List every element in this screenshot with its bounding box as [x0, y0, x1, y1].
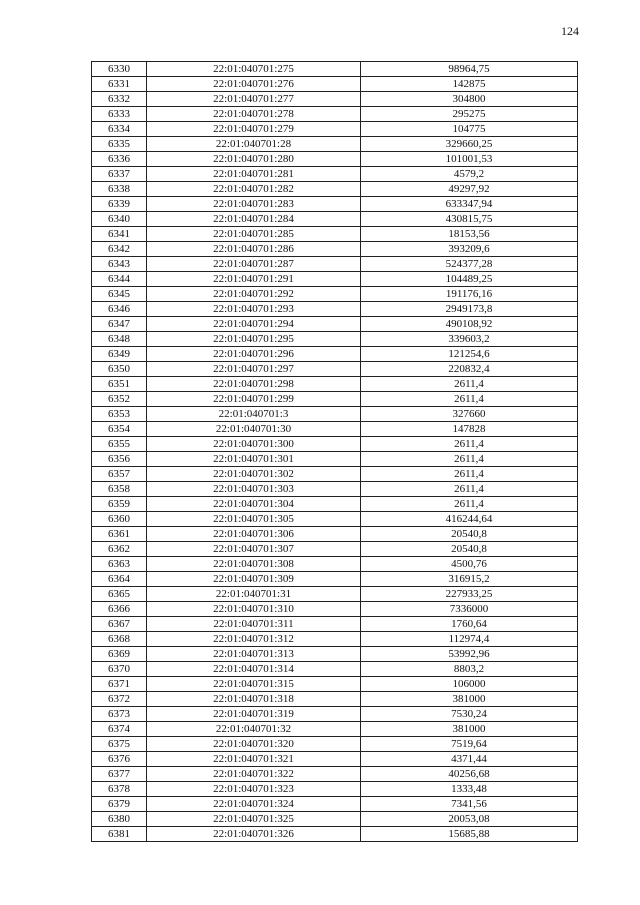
cadastral-number-cell: 22:01:040701:28 [147, 137, 361, 152]
table-row [92, 212, 578, 227]
table-row [92, 557, 578, 572]
row-number-cell: 6337 [92, 167, 147, 182]
row-number-cell: 6361 [92, 527, 147, 542]
row-number-cell: 6352 [92, 392, 147, 407]
table-row [92, 92, 578, 107]
table-row [92, 272, 578, 287]
table-row [92, 752, 578, 767]
cadastral-number-cell: 22:01:040701:286 [147, 242, 361, 257]
row-number-cell: 6339 [92, 197, 147, 212]
value-cell: 2611,4 [361, 497, 578, 512]
table-row [92, 467, 578, 482]
table-row [92, 662, 578, 677]
table-row [92, 737, 578, 752]
cadastral-number-cell: 22:01:040701:30 [147, 422, 361, 437]
page-number: 124 [561, 24, 579, 38]
row-number-cell: 6373 [92, 707, 147, 722]
table-row [92, 617, 578, 632]
row-number-cell: 6350 [92, 362, 147, 377]
row-number-cell: 6340 [92, 212, 147, 227]
table-row [92, 677, 578, 692]
value-cell: 430815,75 [361, 212, 578, 227]
value-cell: 104489,25 [361, 272, 578, 287]
cadastral-number-cell: 22:01:040701:282 [147, 182, 361, 197]
cadastral-number-cell: 22:01:040701:311 [147, 617, 361, 632]
cadastral-number-cell: 22:01:040701:275 [147, 62, 361, 77]
cadastral-number-cell: 22:01:040701:325 [147, 812, 361, 827]
value-cell: 2611,4 [361, 482, 578, 497]
value-cell: 104775 [361, 122, 578, 137]
table-row [92, 407, 578, 422]
value-cell: 2611,4 [361, 437, 578, 452]
row-number-cell: 6336 [92, 152, 147, 167]
row-number-cell: 6365 [92, 587, 147, 602]
value-cell: 20540,8 [361, 542, 578, 557]
cadastral-number-cell: 22:01:040701:307 [147, 542, 361, 557]
value-cell: 327660 [361, 407, 578, 422]
table-row [92, 512, 578, 527]
table-row [92, 62, 578, 77]
table-row [92, 692, 578, 707]
cadastral-number-cell: 22:01:040701:285 [147, 227, 361, 242]
table-row [92, 77, 578, 92]
table-row [92, 527, 578, 542]
row-number-cell: 6330 [92, 62, 147, 77]
row-number-cell: 6381 [92, 827, 147, 842]
value-cell: 524377,28 [361, 257, 578, 272]
row-number-cell: 6333 [92, 107, 147, 122]
table-row [92, 377, 578, 392]
cadastral-number-cell: 22:01:040701:293 [147, 302, 361, 317]
table-row [92, 572, 578, 587]
row-number-cell: 6344 [92, 272, 147, 287]
row-number-cell: 6342 [92, 242, 147, 257]
value-cell: 4371,44 [361, 752, 578, 767]
row-number-cell: 6335 [92, 137, 147, 152]
table-row [92, 362, 578, 377]
value-cell: 227933,25 [361, 587, 578, 602]
row-number-cell: 6341 [92, 227, 147, 242]
table-row [92, 242, 578, 257]
cadastral-number-cell: 22:01:040701:301 [147, 452, 361, 467]
row-number-cell: 6376 [92, 752, 147, 767]
cadastral-number-cell: 22:01:040701:309 [147, 572, 361, 587]
cadastral-number-cell: 22:01:040701:298 [147, 377, 361, 392]
value-cell: 40256,68 [361, 767, 578, 782]
cadastral-number-cell: 22:01:040701:279 [147, 122, 361, 137]
cadastral-number-cell: 22:01:040701:302 [147, 467, 361, 482]
row-number-cell: 6374 [92, 722, 147, 737]
table-row [92, 227, 578, 242]
value-cell: 53992,96 [361, 647, 578, 662]
row-number-cell: 6349 [92, 347, 147, 362]
table-row [92, 827, 578, 842]
table-row [92, 437, 578, 452]
row-number-cell: 6379 [92, 797, 147, 812]
row-number-cell: 6345 [92, 287, 147, 302]
row-number-cell: 6369 [92, 647, 147, 662]
cadastral-number-cell: 22:01:040701:294 [147, 317, 361, 332]
cadastral-number-cell: 22:01:040701:320 [147, 737, 361, 752]
value-cell: 4579,2 [361, 167, 578, 182]
row-number-cell: 6380 [92, 812, 147, 827]
table-row [92, 257, 578, 272]
table-body [92, 62, 578, 842]
row-number-cell: 6364 [92, 572, 147, 587]
row-number-cell: 6354 [92, 422, 147, 437]
row-number-cell: 6359 [92, 497, 147, 512]
table-row [92, 347, 578, 362]
value-cell: 121254,6 [361, 347, 578, 362]
value-cell: 101001,53 [361, 152, 578, 167]
value-cell: 2611,4 [361, 452, 578, 467]
value-cell: 2611,4 [361, 377, 578, 392]
table-row [92, 452, 578, 467]
cadastral-number-cell: 22:01:040701:292 [147, 287, 361, 302]
value-cell: 49297,92 [361, 182, 578, 197]
value-cell: 4500,76 [361, 557, 578, 572]
value-cell: 416244,64 [361, 512, 578, 527]
table-row [92, 707, 578, 722]
table-row [92, 122, 578, 137]
value-cell: 7336000 [361, 602, 578, 617]
cadastral-number-cell: 22:01:040701:322 [147, 767, 361, 782]
row-number-cell: 6357 [92, 467, 147, 482]
table-row [92, 782, 578, 797]
value-cell: 98964,75 [361, 62, 578, 77]
table-row [92, 197, 578, 212]
cadastral-number-cell: 22:01:040701:310 [147, 602, 361, 617]
table-row [92, 542, 578, 557]
row-number-cell: 6358 [92, 482, 147, 497]
table-row [92, 287, 578, 302]
row-number-cell: 6353 [92, 407, 147, 422]
table-row [92, 302, 578, 317]
cadastral-number-cell: 22:01:040701:321 [147, 752, 361, 767]
row-number-cell: 6360 [92, 512, 147, 527]
value-cell: 191176,16 [361, 287, 578, 302]
row-number-cell: 6347 [92, 317, 147, 332]
cadastral-number-cell: 22:01:040701:277 [147, 92, 361, 107]
value-cell: 7519,64 [361, 737, 578, 752]
value-cell: 2611,4 [361, 467, 578, 482]
cadastral-number-cell: 22:01:040701:297 [147, 362, 361, 377]
cadastral-number-cell: 22:01:040701:287 [147, 257, 361, 272]
table-row [92, 767, 578, 782]
row-number-cell: 6378 [92, 782, 147, 797]
table-row [92, 332, 578, 347]
row-number-cell: 6348 [92, 332, 147, 347]
row-number-cell: 6346 [92, 302, 147, 317]
cadastral-number-cell: 22:01:040701:304 [147, 497, 361, 512]
value-cell: 15685,88 [361, 827, 578, 842]
value-cell: 316915,2 [361, 572, 578, 587]
cadastral-number-cell: 22:01:040701:303 [147, 482, 361, 497]
cadastral-number-cell: 22:01:040701:319 [147, 707, 361, 722]
cadastral-number-cell: 22:01:040701:323 [147, 782, 361, 797]
cadastral-number-cell: 22:01:040701:308 [147, 557, 361, 572]
cadastral-number-cell: 22:01:040701:299 [147, 392, 361, 407]
cadastral-number-cell: 22:01:040701:296 [147, 347, 361, 362]
value-cell: 295275 [361, 107, 578, 122]
cadastral-number-cell: 22:01:040701:280 [147, 152, 361, 167]
table-row [92, 107, 578, 122]
table-row [92, 182, 578, 197]
table-row [92, 422, 578, 437]
value-cell: 20540,8 [361, 527, 578, 542]
value-cell: 8803,2 [361, 662, 578, 677]
cadastral-number-cell: 22:01:040701:315 [147, 677, 361, 692]
cadastral-number-cell: 22:01:040701:32 [147, 722, 361, 737]
value-cell: 106000 [361, 677, 578, 692]
cadastral-number-cell: 22:01:040701:283 [147, 197, 361, 212]
cadastral-number-cell: 22:01:040701:278 [147, 107, 361, 122]
table-row [92, 722, 578, 737]
cadastral-number-cell: 22:01:040701:318 [147, 692, 361, 707]
cadastral-number-cell: 22:01:040701:276 [147, 77, 361, 92]
value-cell: 147828 [361, 422, 578, 437]
value-cell: 304800 [361, 92, 578, 107]
table-row [92, 602, 578, 617]
value-cell: 220832,4 [361, 362, 578, 377]
cadastral-number-cell: 22:01:040701:305 [147, 512, 361, 527]
cadastral-number-cell: 22:01:040701:284 [147, 212, 361, 227]
table-row [92, 317, 578, 332]
cadastral-number-cell: 22:01:040701:291 [147, 272, 361, 287]
table-row [92, 632, 578, 647]
value-cell: 393209,6 [361, 242, 578, 257]
table-row [92, 137, 578, 152]
value-cell: 2949173,8 [361, 302, 578, 317]
cadastral-number-cell: 22:01:040701:313 [147, 647, 361, 662]
table-row [92, 152, 578, 167]
table-row [92, 392, 578, 407]
cadastral-number-cell: 22:01:040701:306 [147, 527, 361, 542]
row-number-cell: 6377 [92, 767, 147, 782]
cadastral-number-cell: 22:01:040701:31 [147, 587, 361, 602]
value-cell: 490108,92 [361, 317, 578, 332]
row-number-cell: 6331 [92, 77, 147, 92]
row-number-cell: 6338 [92, 182, 147, 197]
table-row [92, 482, 578, 497]
value-cell: 142875 [361, 77, 578, 92]
row-number-cell: 6375 [92, 737, 147, 752]
cadastral-number-cell: 22:01:040701:324 [147, 797, 361, 812]
table-row [92, 587, 578, 602]
value-cell: 1760,64 [361, 617, 578, 632]
value-cell: 329660,25 [361, 137, 578, 152]
row-number-cell: 6351 [92, 377, 147, 392]
row-number-cell: 6370 [92, 662, 147, 677]
cadastral-number-cell: 22:01:040701:295 [147, 332, 361, 347]
table-row [92, 797, 578, 812]
row-number-cell: 6356 [92, 452, 147, 467]
row-number-cell: 6334 [92, 122, 147, 137]
cadastral-value-table [91, 61, 578, 842]
row-number-cell: 6368 [92, 632, 147, 647]
row-number-cell: 6367 [92, 617, 147, 632]
cadastral-number-cell: 22:01:040701:281 [147, 167, 361, 182]
cadastral-number-cell: 22:01:040701:326 [147, 827, 361, 842]
cadastral-number-cell: 22:01:040701:3 [147, 407, 361, 422]
value-cell: 633347,94 [361, 197, 578, 212]
table-row [92, 167, 578, 182]
table-row [92, 497, 578, 512]
value-cell: 112974,4 [361, 632, 578, 647]
value-cell: 2611,4 [361, 392, 578, 407]
cadastral-number-cell: 22:01:040701:314 [147, 662, 361, 677]
value-cell: 381000 [361, 692, 578, 707]
cadastral-number-cell: 22:01:040701:300 [147, 437, 361, 452]
table-row [92, 647, 578, 662]
cadastral-number-cell: 22:01:040701:312 [147, 632, 361, 647]
row-number-cell: 6371 [92, 677, 147, 692]
row-number-cell: 6355 [92, 437, 147, 452]
value-cell: 20053,08 [361, 812, 578, 827]
row-number-cell: 6366 [92, 602, 147, 617]
table-row [92, 812, 578, 827]
value-cell: 7530,24 [361, 707, 578, 722]
value-cell: 339603,2 [361, 332, 578, 347]
value-cell: 7341,56 [361, 797, 578, 812]
row-number-cell: 6332 [92, 92, 147, 107]
row-number-cell: 6362 [92, 542, 147, 557]
row-number-cell: 6363 [92, 557, 147, 572]
value-cell: 1333,48 [361, 782, 578, 797]
value-cell: 381000 [361, 722, 578, 737]
value-cell: 18153,56 [361, 227, 578, 242]
row-number-cell: 6372 [92, 692, 147, 707]
row-number-cell: 6343 [92, 257, 147, 272]
